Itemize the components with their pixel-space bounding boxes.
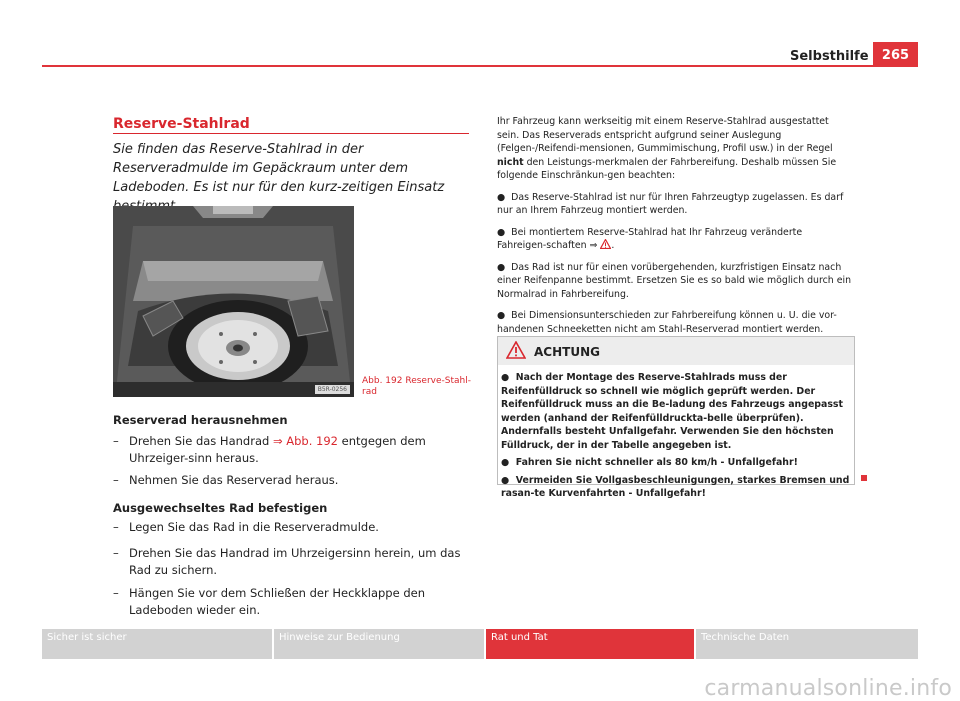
figure-link[interactable]: ⇒ Abb. 192 — [272, 434, 338, 448]
spare-wheel-illustration — [113, 206, 354, 397]
warning-header — [498, 337, 854, 365]
step-item: – Nehmen Sie das Reserverad heraus. — [113, 473, 339, 487]
site-watermark: carmanualsonline.info — [704, 676, 952, 701]
warning-box — [497, 336, 855, 499]
section-rule — [113, 133, 469, 134]
figure-code: B5R-0256 — [315, 385, 350, 394]
bullet-item: ● Bei Dimensionsunterschieden zur Fahrbereifung können u. U. die vor-handenen Schneeketten nicht am Stahl-Reserverad montiert werden. — [497, 310, 837, 335]
step-item: – Drehen Sie das Handrad im Uhrzeigersinn herein, um das Rad zu sichern. — [113, 546, 461, 577]
spare-wheel-figure — [113, 206, 354, 397]
right-column — [497, 115, 853, 344]
warning-title: ACHTUNG — [534, 345, 600, 359]
warning-link-icon[interactable] — [600, 239, 611, 249]
warning-body — [501, 371, 851, 505]
intro-paragraph: Ihr Fahrzeug kann werkseitig mit einem Reserve-Stahlrad ausgestattet sein. Das Reserverads entspricht aufgrund seiner Auslegung (Felgen-/Reifendi-mensionen, Gummimischung, Profil usw.) in der Regel nicht den Leistungs-merkmalen der Fahrbereifung. Deshalb müssen Sie folgende Einschränkun-gen beachten: — [497, 116, 837, 181]
footer-tab-technische[interactable]: Technische Daten — [696, 629, 918, 659]
step-item: – Drehen Sie das Handrad ⇒ Abb. 192 entgegen dem Uhrzeiger-sinn heraus. — [113, 434, 426, 465]
footer-tab-sicher[interactable]: Sicher ist sicher — [42, 629, 272, 659]
chapter-footer-nav — [42, 629, 918, 659]
subheading-remove-spare: Reserverad herausnehmen — [113, 413, 288, 427]
page-number: 265 — [873, 42, 918, 67]
step-item: – Legen Sie das Rad in die Reserveradmulde. — [113, 520, 379, 534]
warning-item: ● Vermeiden Sie Vollgasbeschleunigungen, starkes Bremsen und rasan-te Kurvenfahrten - Unfallgefahr! — [501, 474, 850, 499]
subheading-fit-wheel: Ausgewechseltes Rad befestigen — [113, 501, 328, 515]
running-header-title: Selbsthilfe — [790, 49, 869, 64]
figure-caption: Abb. 192 Reserve-Stahl-rad — [362, 376, 471, 397]
intro-text: Sie finden das Reserve-Stahlrad in der Reserveradmulde im Gepäckraum unter dem Ladeboden. Es ist nur für den kurz-zeitigen Einsatz — [113, 142, 445, 195]
section-title: Reserve-Stahlrad — [113, 116, 250, 132]
section-end-marker — [861, 475, 867, 481]
warning-item: ● Nach der Montage des Reserve-Stahlrads muss der Reifenfülldruck so schnell wie möglich geprüft werden. Der Reifenfülldruck muss an die Be-ladung des Fahrzeugs angepasst werden (anhand der Reifenfülldruckta-belle überprüfen). Andernfalls besteht Unfallgefahr. Verwenden Sie den höchsten Fülldruck, der in der Tabelle angegeben ist. — [501, 372, 843, 451]
step-item: – Hängen Sie vor dem Schließen der Heckklappe den Ladeboden wieder ein. — [113, 586, 425, 617]
warning-triangle-icon — [506, 341, 526, 359]
footer-tab-rat-und-tat[interactable]: Rat und Tat — [486, 629, 694, 659]
warning-item: ● Fahren Sie nicht schneller als 80 km/h - Unfallgefahr! — [501, 457, 798, 468]
step-dash: – — [113, 434, 119, 448]
footer-tab-hinweise[interactable]: Hinweise zur Bedienung — [274, 629, 484, 659]
bullet-item: ● Bei montiertem Reserve-Stahlrad hat Ihr Fahrzeug veränderte Fahreigen-schaften ⇒ . — [497, 226, 803, 251]
header-rule — [42, 65, 918, 67]
bullet-item: ● Das Reserve-Stahlrad ist nur für Ihren Fahrzeugtyp zugelassen. Es darf nur an Ihrem Fahrzeug montiert werden. — [497, 191, 844, 216]
bullet-item: ● Das Rad ist nur für einen vorübergehenden, kurzfristigen Einsatz nach einer Reifenpanne bestimmt. Ersetzen Sie es so bald wie möglich durch ein Normalrad in Fahrbereifung. — [497, 261, 852, 300]
